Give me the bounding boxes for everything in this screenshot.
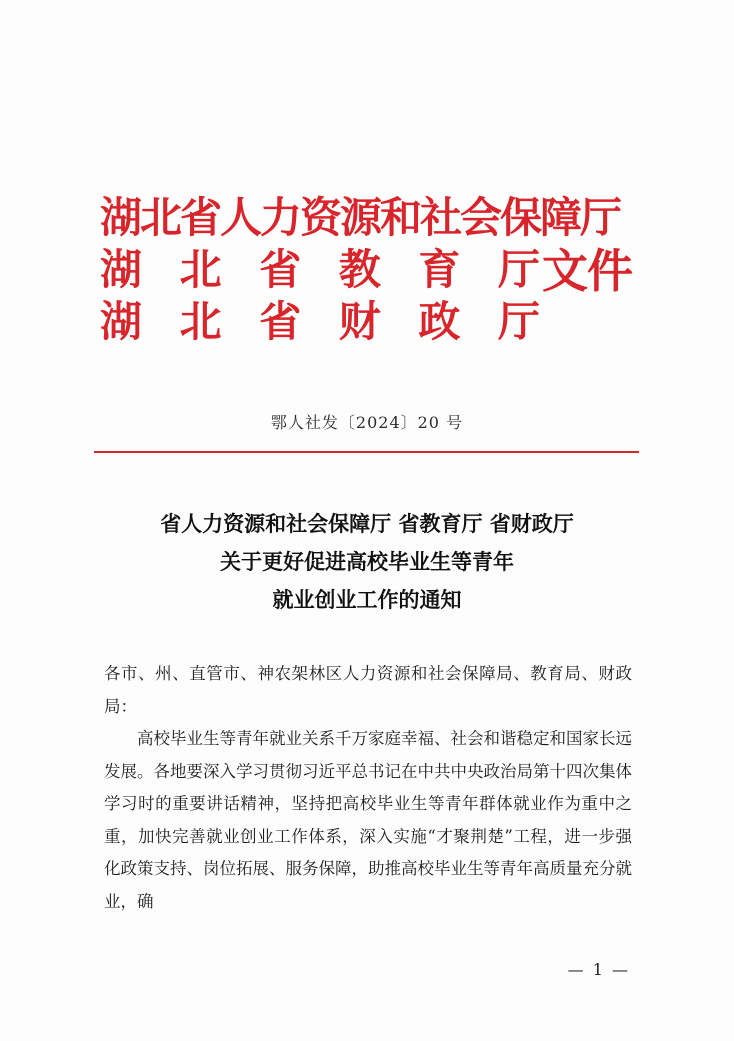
masthead-line-education — [100, 245, 540, 295]
masthead-char: 省 — [259, 245, 302, 294]
masthead-char: 湖 — [100, 245, 143, 294]
document-title — [0, 505, 734, 619]
masthead-char: 省 — [259, 297, 302, 346]
masthead-char: 育 — [418, 245, 461, 294]
salutation: 各市、州、直管市、神农架林区人力资源和社会保障局、教育局、财政局： — [104, 664, 632, 716]
masthead-line-hrss: 湖北省人力资源和社会保障厅 — [100, 193, 621, 242]
title-line-3: 就业创业工作的通知 — [272, 588, 462, 612]
masthead-char: 财 — [338, 297, 381, 346]
masthead-suffix-document: 文件 — [542, 244, 632, 298]
masthead-char: 政 — [418, 297, 461, 346]
title-line-2: 关于更好促进高校毕业生等青年 — [220, 550, 514, 574]
red-masthead — [100, 193, 640, 353]
masthead-char: 北 — [179, 297, 222, 346]
masthead-char: 厅 — [497, 245, 540, 294]
masthead-char: 湖 — [100, 297, 143, 346]
document-body — [104, 658, 632, 918]
red-divider-line — [94, 451, 639, 453]
masthead-char: 北 — [179, 245, 222, 294]
page-number: — 1 — — [567, 960, 630, 979]
title-line-1: 省人力资源和社会保障厅 省教育厅 省财政厅 — [160, 512, 574, 536]
document-number: 鄂人社发〔2024〕20 号 — [270, 413, 464, 432]
masthead-char: 教 — [338, 245, 381, 294]
masthead-char: 厅 — [497, 297, 540, 346]
body-paragraph: 高校毕业生等青年就业关系千万家庭幸福、社会和谐稳定和国家长远发展。各地要深入学习贯彻习近平总书记在中共中央政治局第十四次集体学习时的重要讲话精神，坚持把高校毕业生等青年群体就业作为重中之重，加快完善就业创业工作体系，深入实施“才聚荆楚”工程，进一步强化政策支持、岗位拓展、服务保障，助推高校毕业生等青年高质量充分就业，确 — [104, 729, 632, 911]
masthead-line-finance — [100, 297, 540, 347]
